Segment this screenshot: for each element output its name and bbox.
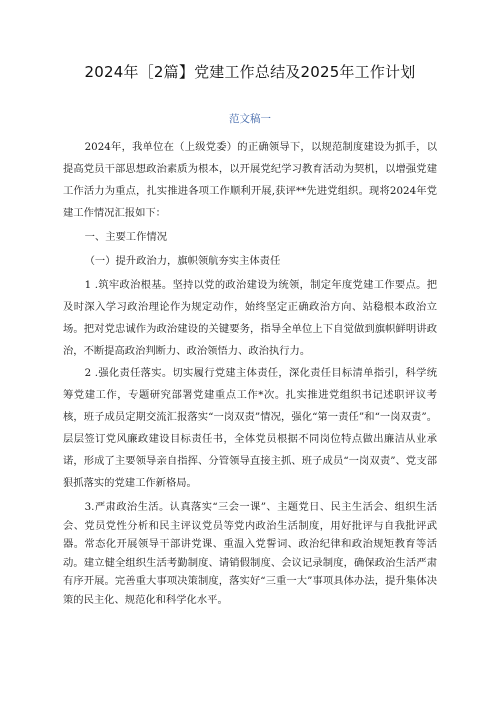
body-paragraph: 1 .筑牢政治根基。坚持以党的政治建设为统领，制定年度党建工作要点。把及时深入学习政治理论作为规定动作，始终坚定正确政治方向、站稳根本政治立场。把对党忠诚作为政治建设的关键要务，指导全单位上下自觉做到旗帜鲜明讲政治，不断提高政治判断力、政治领悟力、政治执行力。	[63, 279, 437, 357]
document-subtitle: 范文稿一	[229, 113, 271, 125]
intro-paragraph: 2024年，我单位在（上级党委）的正确领导下，以规范制度建设为抓手，以提高党员干部思想政治素质为根本，以开展党纪学习教育活动为契机，以增强党建工作活力为重点，扎实推进各项工作顺利开展,获评**先进党组织。现将2024年党建工作情况汇报如下：	[63, 141, 437, 219]
body-paragraph: 3.严肃政治生活。认真落实“三会一课”、主题党日、民主生活会、组织生活会、党员党性分析和民主评议党员等党内政治生活制度，用好批评与自我批评武器。常态化开展领导干部讲党课、重温入党誓词、政治纪律和政治规矩教育等活动。建立健全组织生活考勤制度、请销假制度、会议记录制度，确保政治生活严肃有序开展。完善重大事项决策制度，落实好“三重一大”事项具体办法，提升集体决策的民主化、规范化和科学化水平。	[63, 501, 437, 606]
subsection-heading: （一）提升政治力，旗帜领航夯实主体责任	[84, 255, 281, 267]
body-paragraph: 2 .强化责任落实。切实履行党建主体责任，深化责任目标清单指引，科学统筹党建工作，专题研究部署党建重点工作*次。扎实推进党组织书记述职评议考核，班子成员定期交流汇报落实“一岗双责”情况，强化“第一责任”和“一岗双责”。层层签订党风廉政建设目标责任书，全体党员根据不同岗位特点做出廉洁从业承诺，形成了主要领导亲自指挥、分管领导直接主抓、班子成员“一岗双责”、党支部狠抓落实的党建工作新格局。	[63, 367, 437, 489]
section-heading: 一、主要工作情况	[84, 231, 167, 243]
document-body	[63, 136, 437, 609]
document-title: 2024年［2篇】党建工作总结及2025年工作计划	[84, 63, 416, 81]
